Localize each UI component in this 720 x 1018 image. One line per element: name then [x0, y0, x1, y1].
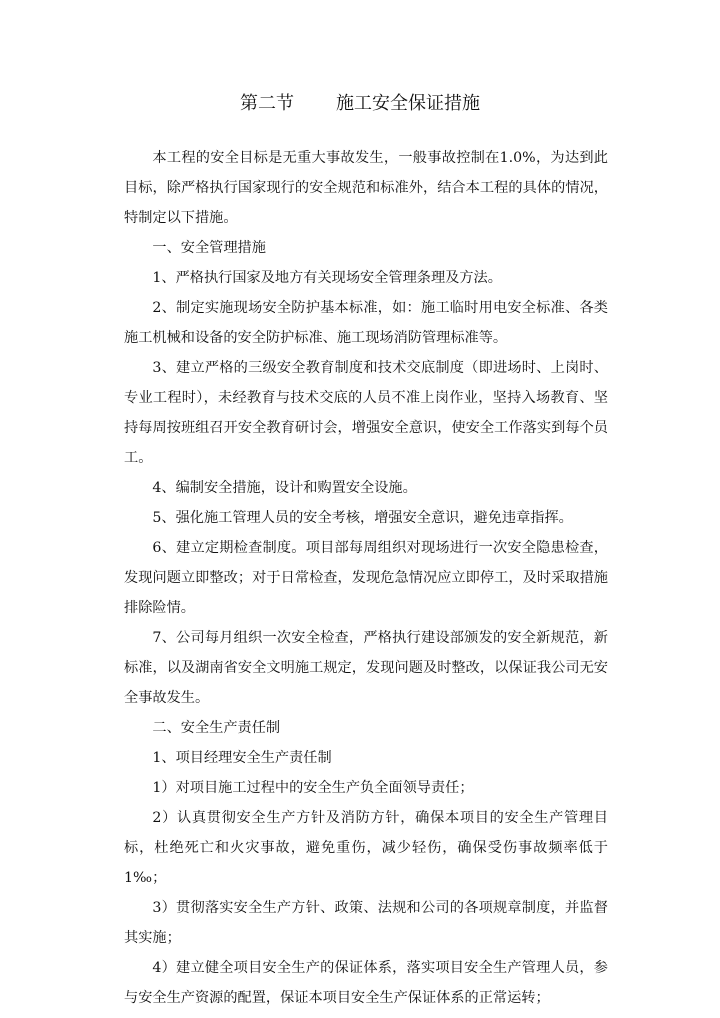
paragraph-duty-4: 4）建立健全项目安全生产的保证体系，落实项目安全生产管理人员，参与安全生产资源的配置，保证本项目安全生产保证体系的正常运转； [124, 960, 608, 1006]
section-heading: 施工安全保证措施 [336, 93, 480, 114]
paragraph-item-2: 2、制定实施现场安全防护基本标准，如：施工临时用电安全标准、各类施工机械和设备的安全防护标准、施工现场消防管理标准等。 [124, 300, 608, 346]
heading-safety-management: 一、安全管理措施 [152, 240, 266, 256]
section-title [0, 90, 720, 118]
document-body [124, 143, 608, 1013]
paragraph-duty-3: 3）贯彻落实安全生产方针、政策、法规和公司的各项规章制度，并监督其实施； [124, 900, 608, 946]
section-number: 第二节 [240, 93, 294, 114]
paragraph-intro: 本工程的安全目标是无重大事故发生，一般事故控制在1.0%，为达到此目标，除严格执行国家现行的安全规范和标准外，结合本工程的具体的情况，特制定以下措施。 [124, 150, 608, 226]
paragraph-item-7: 7、公司每月组织一次安全检查，严格执行建设部颁发的安全新规范，新标准，以及湖南省安全文明施工规定，发现问题及时整改，以保证我公司无安全事故发生。 [124, 630, 608, 706]
paragraph-item-4: 4、编制安全措施，设计和购置安全设施。 [152, 480, 417, 496]
paragraph-duty-1: 1）对项目施工过程中的安全生产负全面领导责任； [152, 780, 474, 796]
paragraph-item-5: 5、强化施工管理人员的安全考核，增强安全意识，避免违章指挥。 [152, 510, 573, 526]
paragraph-item-1: 1、严格执行国家及地方有关现场安全管理条理及方法。 [152, 270, 502, 286]
paragraph-item-6: 6、建立定期检查制度。项目部每周组织对现场进行一次安全隐患检查，发现问题立即整改；对于日常检查，发现危急情况应立即停工，及时采取措施排除险情。 [124, 540, 608, 616]
paragraph-item-3: 3、建立严格的三级安全教育制度和技术交底制度（即进场时、上岗时、专业工程时），未经教育与技术交底的人员不准上岗作业，坚持入场教育、坚持每周按班组召开安全教育研讨会，增强安全意识，使安全工作落实到每个员工。 [124, 360, 608, 466]
subheading-project-manager: 1、项目经理安全生产责任制 [152, 750, 332, 766]
paragraph-duty-2: 2）认真贯彻安全生产方针及消防方针，确保本项目的安全生产管理目标，杜绝死亡和火灾事故，避免重伤，减少轻伤，确保受伤事故频率低于1‰； [124, 810, 608, 886]
heading-responsibility-system: 二、安全生产责任制 [152, 720, 281, 736]
